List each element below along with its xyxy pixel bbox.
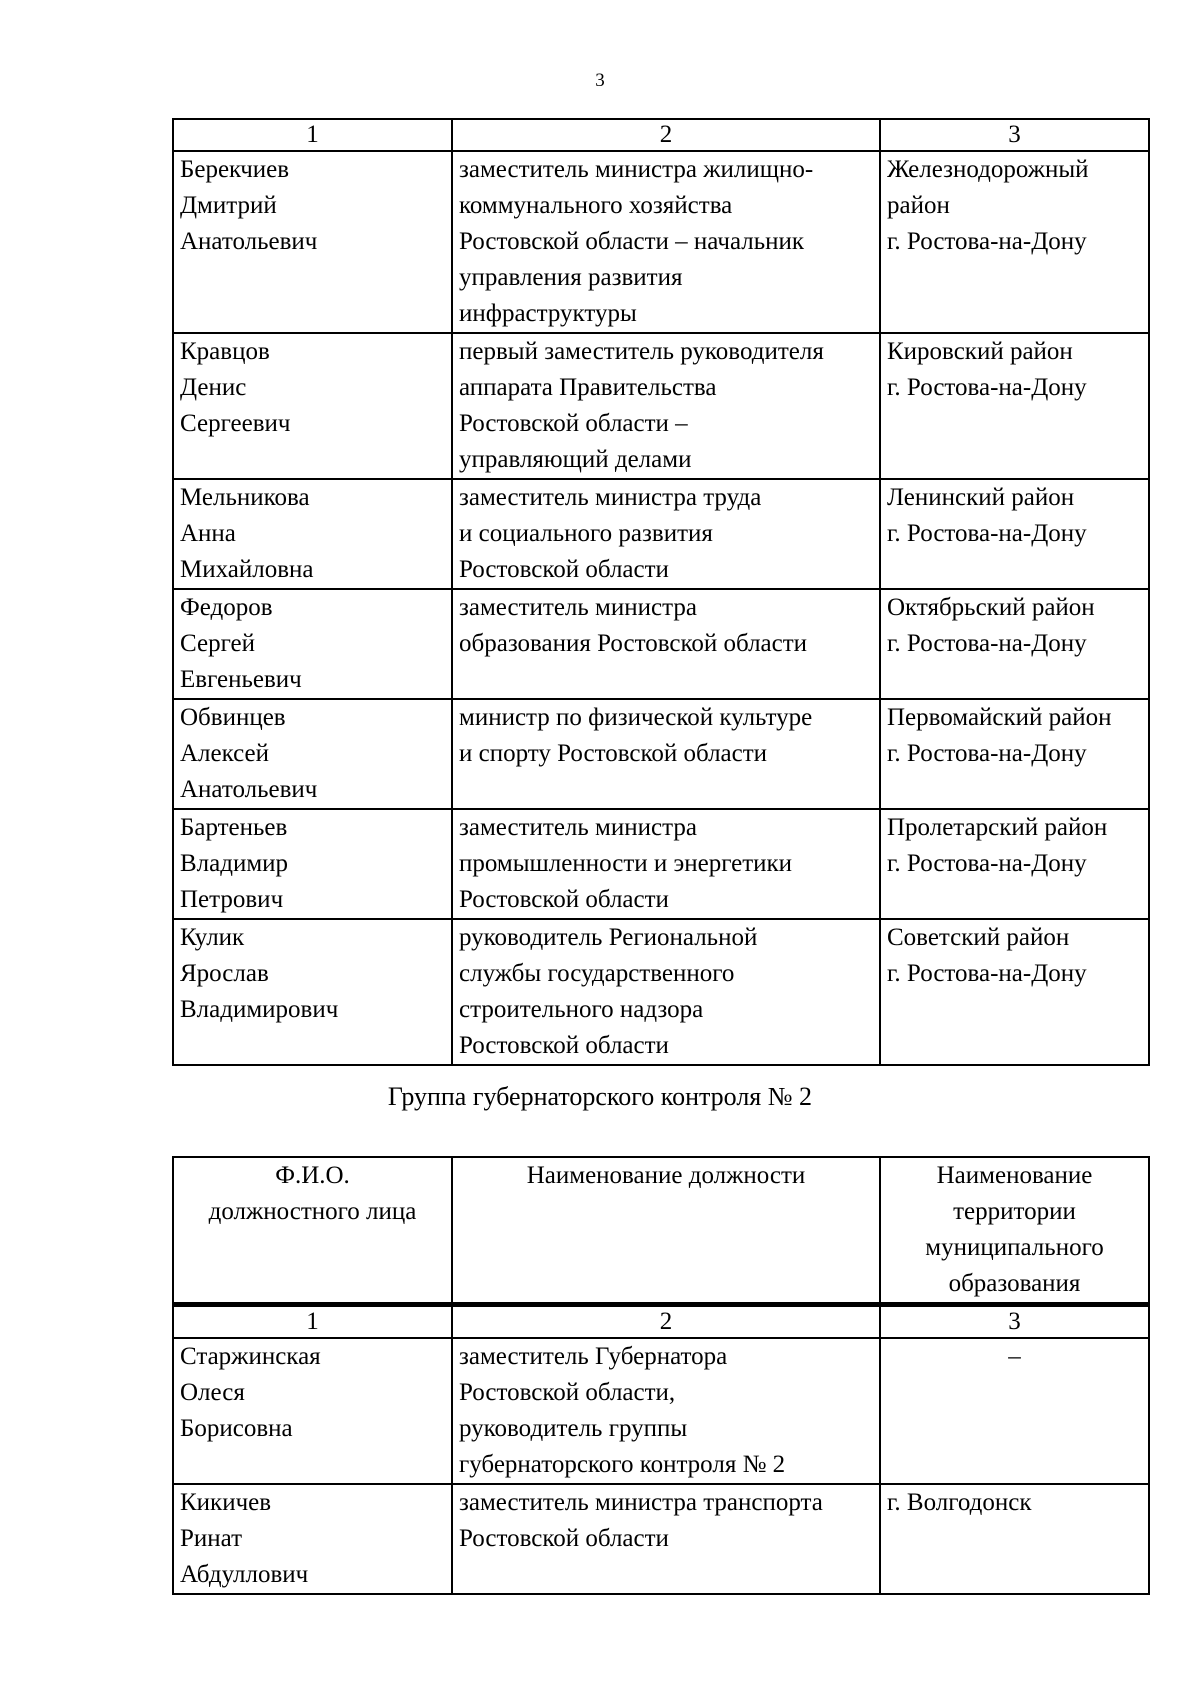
cell-line: г. Ростова-на-Дону (887, 520, 1087, 547)
cell-line: Железнодорожный (887, 156, 1089, 183)
cell-line: Михайловна (180, 556, 314, 583)
position-cell (452, 699, 880, 809)
territory-cell (880, 1484, 1149, 1594)
cell-line: заместитель министра (459, 814, 697, 841)
territory-cell (880, 479, 1149, 589)
cell-line: Ростовской области, (459, 1379, 676, 1406)
territory-cell (880, 809, 1149, 919)
table-row (173, 151, 1149, 333)
official-name-cell (173, 1338, 452, 1484)
cell-line: Октябрьский район (887, 594, 1095, 621)
header-position (452, 1157, 880, 1305)
cell-line: Ринат (180, 1525, 243, 1552)
cell-line: Владимир (180, 850, 289, 877)
cell-line: г. Ростова-на-Дону (887, 740, 1087, 767)
territory-cell (880, 919, 1149, 1065)
header-line: образования (948, 1270, 1081, 1297)
cell-line: заместитель Губернатора (459, 1343, 728, 1370)
cell-line: управляющий делами (459, 446, 692, 473)
cell-line: Ростовской области (459, 556, 669, 583)
cell-line: г. Ростова-на-Дону (887, 850, 1087, 877)
official-name-cell (173, 1484, 452, 1594)
table-row (173, 809, 1149, 919)
cell-line: Первомайский район (887, 704, 1112, 731)
position-cell (452, 479, 880, 589)
cell-line: Федоров (180, 594, 273, 621)
header-territory (880, 1157, 1149, 1305)
cell-line: Бартеньев (180, 814, 288, 841)
column-number: 2 (452, 119, 880, 151)
cell-line: Берекчиев (180, 156, 290, 183)
cell-line: Дмитрий (180, 192, 277, 219)
table-row (173, 919, 1149, 1065)
cell-line: Кикичев (180, 1489, 272, 1516)
cell-line: образования Ростовской области (459, 630, 808, 657)
header-name (173, 1157, 452, 1305)
position-cell (452, 809, 880, 919)
cell-line: Абдуллович (180, 1561, 309, 1588)
cell-line: Евгеньевич (180, 666, 302, 693)
cell-line: Олеся (180, 1379, 245, 1406)
cell-line: Анатольевич (180, 776, 318, 803)
territory-cell (880, 1338, 1149, 1484)
section-title: Группа губернаторского контроля № 2 (387, 1082, 813, 1111)
official-name-cell (173, 699, 452, 809)
cell-line: Борисовна (180, 1415, 293, 1442)
cell-line: Обвинцев (180, 704, 286, 731)
cell-line: губернаторского контроля № 2 (459, 1451, 786, 1478)
officials-table-1-body (173, 119, 1149, 1065)
cell-line: инфраструктуры (459, 300, 637, 327)
position-cell (452, 589, 880, 699)
cell-line: Мельникова (180, 484, 310, 511)
cell-line: руководитель группы (459, 1415, 688, 1442)
header-line: должностного лица (208, 1198, 417, 1225)
official-name-cell (173, 479, 452, 589)
cell-line: заместитель министра транспорта (459, 1489, 823, 1516)
cell-line: г. Ростова-на-Дону (887, 960, 1087, 987)
cell-line: Ярослав (180, 960, 269, 987)
cell-line: г. Ростова-на-Дону (887, 228, 1087, 255)
cell-line: Сергеевич (180, 410, 291, 437)
official-name-cell (173, 333, 452, 479)
cell-line: Сергей (180, 630, 255, 657)
column-number: 1 (173, 119, 452, 151)
territory-cell (880, 589, 1149, 699)
column-number: 1 (173, 1305, 452, 1339)
cell-line: Кировский район (887, 338, 1073, 365)
cell-line: Анна (180, 520, 236, 547)
position-cell (452, 1484, 880, 1594)
officials-table-1 (172, 118, 1150, 1066)
cell-line: и социального развития (459, 520, 713, 547)
header-line: Наименование (936, 1162, 1093, 1189)
cell-line: Владимирович (180, 996, 339, 1023)
position-cell (452, 1338, 880, 1484)
territory-cell (880, 699, 1149, 809)
position-cell (452, 333, 880, 479)
cell-line: аппарата Правительства (459, 374, 717, 401)
table-row (173, 589, 1149, 699)
cell-line: промышленности и энергетики (459, 850, 793, 877)
column-number: 3 (880, 1305, 1149, 1339)
page-number: 3 (595, 70, 605, 91)
cell-line: Анатольевич (180, 228, 318, 255)
cell-line: Ростовской области (459, 1525, 669, 1552)
header-line: территории (953, 1198, 1076, 1225)
cell-line: г. Ростова-на-Дону (887, 630, 1087, 657)
cell-line: Ростовской области – начальник (459, 228, 805, 255)
table-row (173, 1338, 1149, 1484)
table-row (173, 1484, 1149, 1594)
position-cell (452, 919, 880, 1065)
cell-line: Старжинская (180, 1343, 321, 1370)
cell-line: управления развития (459, 264, 683, 291)
cell-line: г. Ростова-на-Дону (887, 374, 1087, 401)
cell-line: Петрович (180, 886, 284, 913)
officials-table-2-body (173, 1305, 1149, 1595)
cell-line: г. Волгодонск (887, 1489, 1032, 1516)
cell-line: Кравцов (180, 338, 270, 365)
cell-line: – (1008, 1343, 1021, 1370)
cell-line: Кулик (180, 924, 245, 951)
position-cell (452, 151, 880, 333)
column-number: 2 (452, 1305, 880, 1339)
cell-line: Алексей (180, 740, 270, 767)
cell-line: первый заместитель руководителя (459, 338, 824, 365)
official-name-cell (173, 919, 452, 1065)
cell-line: Ростовской области (459, 1032, 669, 1059)
cell-line: коммунального хозяйства (459, 192, 733, 219)
cell-line: Пролетарский район (887, 814, 1108, 841)
cell-line: Ростовской области (459, 886, 669, 913)
cell-line: руководитель Региональной (459, 924, 758, 951)
column-number: 3 (880, 119, 1149, 151)
territory-cell (880, 333, 1149, 479)
cell-line: министр по физической культуре (459, 704, 813, 731)
officials-table-2 (172, 1156, 1150, 1595)
column-number-row (173, 1305, 1149, 1339)
table-row (173, 699, 1149, 809)
header-line: Наименование должности (526, 1162, 806, 1189)
cell-line: службы государственного (459, 960, 735, 987)
official-name-cell (173, 589, 452, 699)
cell-line: Денис (180, 374, 247, 401)
official-name-cell (173, 809, 452, 919)
cell-line: район (887, 192, 950, 219)
column-number-row (173, 119, 1149, 151)
cell-line: строительного надзора (459, 996, 704, 1023)
cell-line: и спорту Ростовской области (459, 740, 768, 767)
header-line: муниципального (925, 1234, 1104, 1261)
cell-line: заместитель министра (459, 594, 697, 621)
header-row (173, 1157, 1149, 1305)
territory-cell (880, 151, 1149, 333)
cell-line: Ленинский район (887, 484, 1075, 511)
cell-line: Советский район (887, 924, 1070, 951)
table-row (173, 333, 1149, 479)
cell-line: Ростовской области – (459, 410, 688, 437)
cell-line: заместитель министра жилищно- (459, 156, 814, 183)
header-line: Ф.И.О. (275, 1162, 350, 1189)
table-row (173, 479, 1149, 589)
cell-line: заместитель министра труда (459, 484, 762, 511)
official-name-cell (173, 151, 452, 333)
